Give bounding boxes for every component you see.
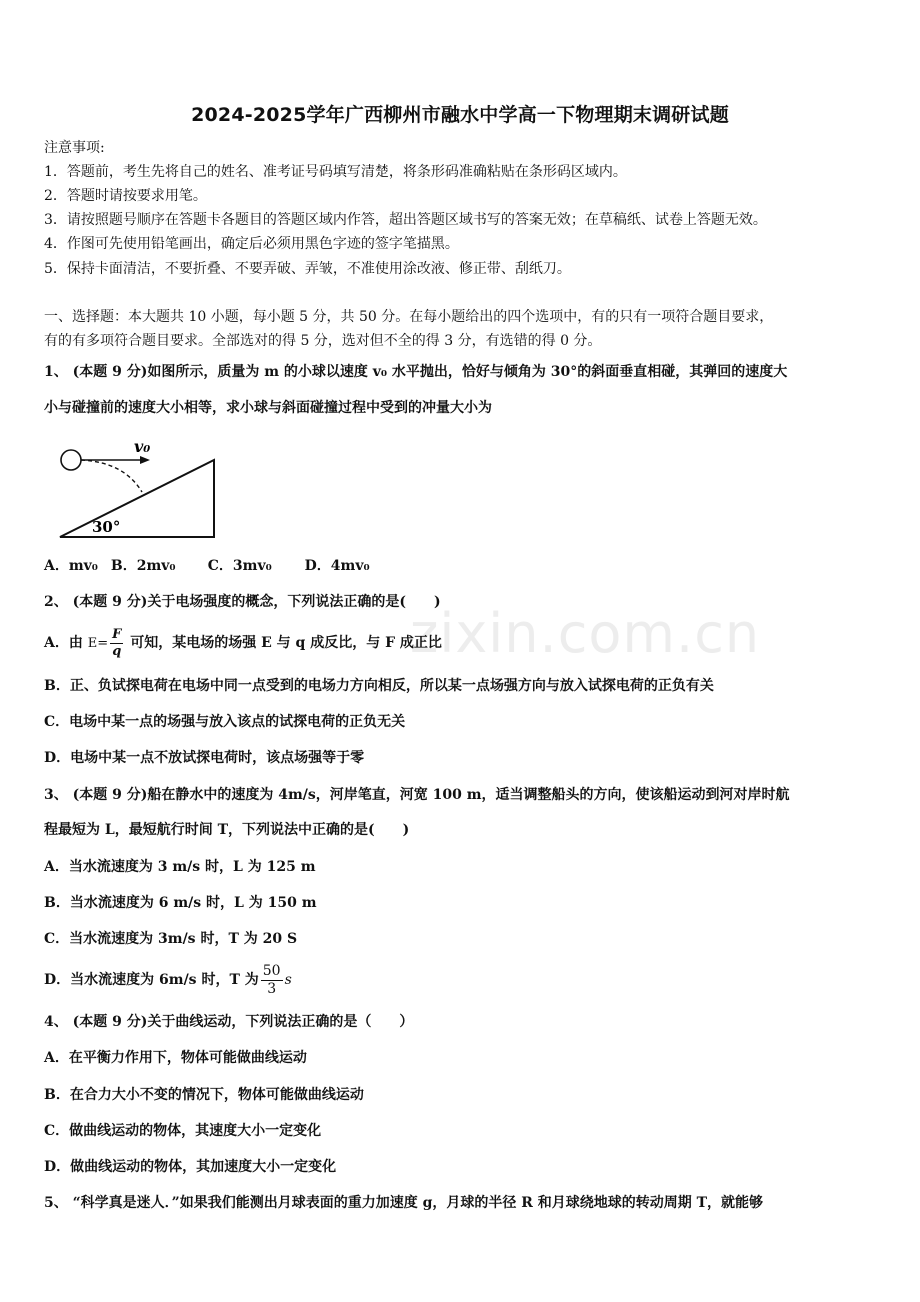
q4-option-c[interactable]: C．做曲线运动的物体，其速度大小一定变化 <box>44 1123 322 1139</box>
formula-denominator: q <box>112 643 122 659</box>
q3-option-a[interactable]: A．当水流速度为 3 m/s 时，L 为 125 m <box>44 859 316 875</box>
q2-option-a-prefix: A．由 <box>44 635 83 651</box>
q2-option-a[interactable] <box>44 624 442 663</box>
angle-label: 30° <box>92 518 121 536</box>
q4-stem: 4、 (本题 9 分)关于曲线运动，下列说法正确的是（ ） <box>44 1014 414 1030</box>
formula-fraction <box>110 627 123 660</box>
q3-option-b[interactable]: B．当水流速度为 6 m/s 时，L 为 150 m <box>44 895 317 911</box>
notice-heading: 注意事项: <box>44 140 105 156</box>
q2-stem: 2、 (本题 9 分)关于电场强度的概念，下列说法正确的是( ) <box>44 594 441 610</box>
q1-options <box>44 556 370 576</box>
q5-stem-line-1: 5、 “科学真是迷人．”如果我们能测出月球表面的重力加速度 g，月球的半径 R 和月球绕地球的转动周期 T，就能够 <box>44 1195 764 1211</box>
trajectory-curve <box>81 460 142 492</box>
velocity-arrowhead <box>140 456 150 464</box>
q1-stem-line-1: 1、 (本题 9 分)如图所示，质量为 m 的小球以速度 v₀ 水平抛出，恰好与倾角为 30°的斜面垂直相碰，其弹回的速度大 <box>44 364 788 380</box>
formula-e-lhs: E= <box>87 636 109 651</box>
ball-icon <box>61 450 81 470</box>
notice-item-1: 1．答题前，考生先将自己的姓名、准考证号码填写清楚，将条形码准确粘贴在条形码区域内。 <box>44 164 627 180</box>
q3-stem-line-1: 3、 (本题 9 分)船在静水中的速度为 4m/s，河岸笔直，河宽 100 m，适当调整船头的方向，使该船运动到河对岸时航 <box>44 787 790 803</box>
incline-triangle <box>60 460 214 537</box>
q1-option-c[interactable]: C．3mv₀ <box>207 558 272 574</box>
watermark: zixin.com.cn <box>410 602 761 665</box>
time-numerator: 50 <box>262 962 281 979</box>
q3-stem-line-2: 程最短为 L，最短航行时间 T，下列说法中正确的是( ) <box>44 822 410 838</box>
notice-item-5: 5．保持卡面清洁，不要折叠、不要弄破、弄皱，不准使用涂改液、修正带、刮纸刀。 <box>44 261 571 277</box>
q2-option-c[interactable]: C．电场中某一点的场强与放入该点的试探电荷的正负无关 <box>44 714 406 730</box>
notice-item-3: 3．请按照题号顺序在答题卡各题目的答题区域内作答，超出答题区域书写的答案无效；在草稿纸、试卷上答题无效。 <box>44 212 767 228</box>
time-fraction <box>261 963 283 998</box>
q2-option-a-suffix: 可知，某电场的场强 E 与 q 成反比，与 F 成正比 <box>130 635 442 651</box>
q1-option-b[interactable]: B．2mv₀ <box>110 558 176 574</box>
q4-option-d[interactable]: D．做曲线运动的物体，其加速度大小一定变化 <box>44 1159 337 1175</box>
section-heading-line-2: 有的有多项符合题目要求。全部选对的得 5 分，选对但不全的得 3 分，有选错的得 0 分。 <box>44 333 602 349</box>
q2-option-d[interactable]: D．电场中某一点不放试探电荷时，该点场强等于零 <box>44 750 365 766</box>
velocity-label: v₀ <box>134 437 151 456</box>
q3-option-d[interactable] <box>44 960 292 1000</box>
q1-incline-figure <box>54 432 224 544</box>
q1-option-d[interactable]: D．4mv₀ <box>304 558 370 574</box>
q3-option-c[interactable]: C．当水流速度为 3m/s 时，T 为 20 S <box>44 931 298 947</box>
q4-option-b[interactable]: B．在合力大小不变的情况下，物体可能做曲线运动 <box>44 1087 364 1103</box>
q1-stem-line-2: 小与碰撞前的速度大小相等，求小球与斜面碰撞过程中受到的冲量大小为 <box>44 400 492 416</box>
time-unit: s <box>284 972 292 988</box>
q2-option-b[interactable]: B．正、负试探电荷在电场中同一点受到的电场力方向相反，所以某一点场强方向与放入试探电荷的正负有关 <box>44 678 714 694</box>
notice-item-4: 4．作图可先使用铅笔画出，确定后必须用黑色字迹的签字笔描黑。 <box>44 236 459 252</box>
time-denominator: 3 <box>267 980 277 997</box>
q4-option-a[interactable]: A．在平衡力作用下，物体可能做曲线运动 <box>44 1050 307 1066</box>
q1-option-a[interactable]: A．mv₀ <box>44 558 98 574</box>
q3-option-d-prefix: D．当水流速度为 6m/s 时，T 为 <box>44 972 259 988</box>
section-heading-line-1: 一、选择题：本大题共 10 小题，每小题 5 分，共 50 分。在每小题给出的四个选项中，有的只有一项符合题目要求， <box>44 309 774 325</box>
notice-item-2: 2．答题时请按要求用笔。 <box>44 188 207 204</box>
formula-numerator: F <box>112 626 122 642</box>
page-title: 2024-2025学年广西柳州市融水中学高一下物理期末调研试题 <box>191 104 729 126</box>
